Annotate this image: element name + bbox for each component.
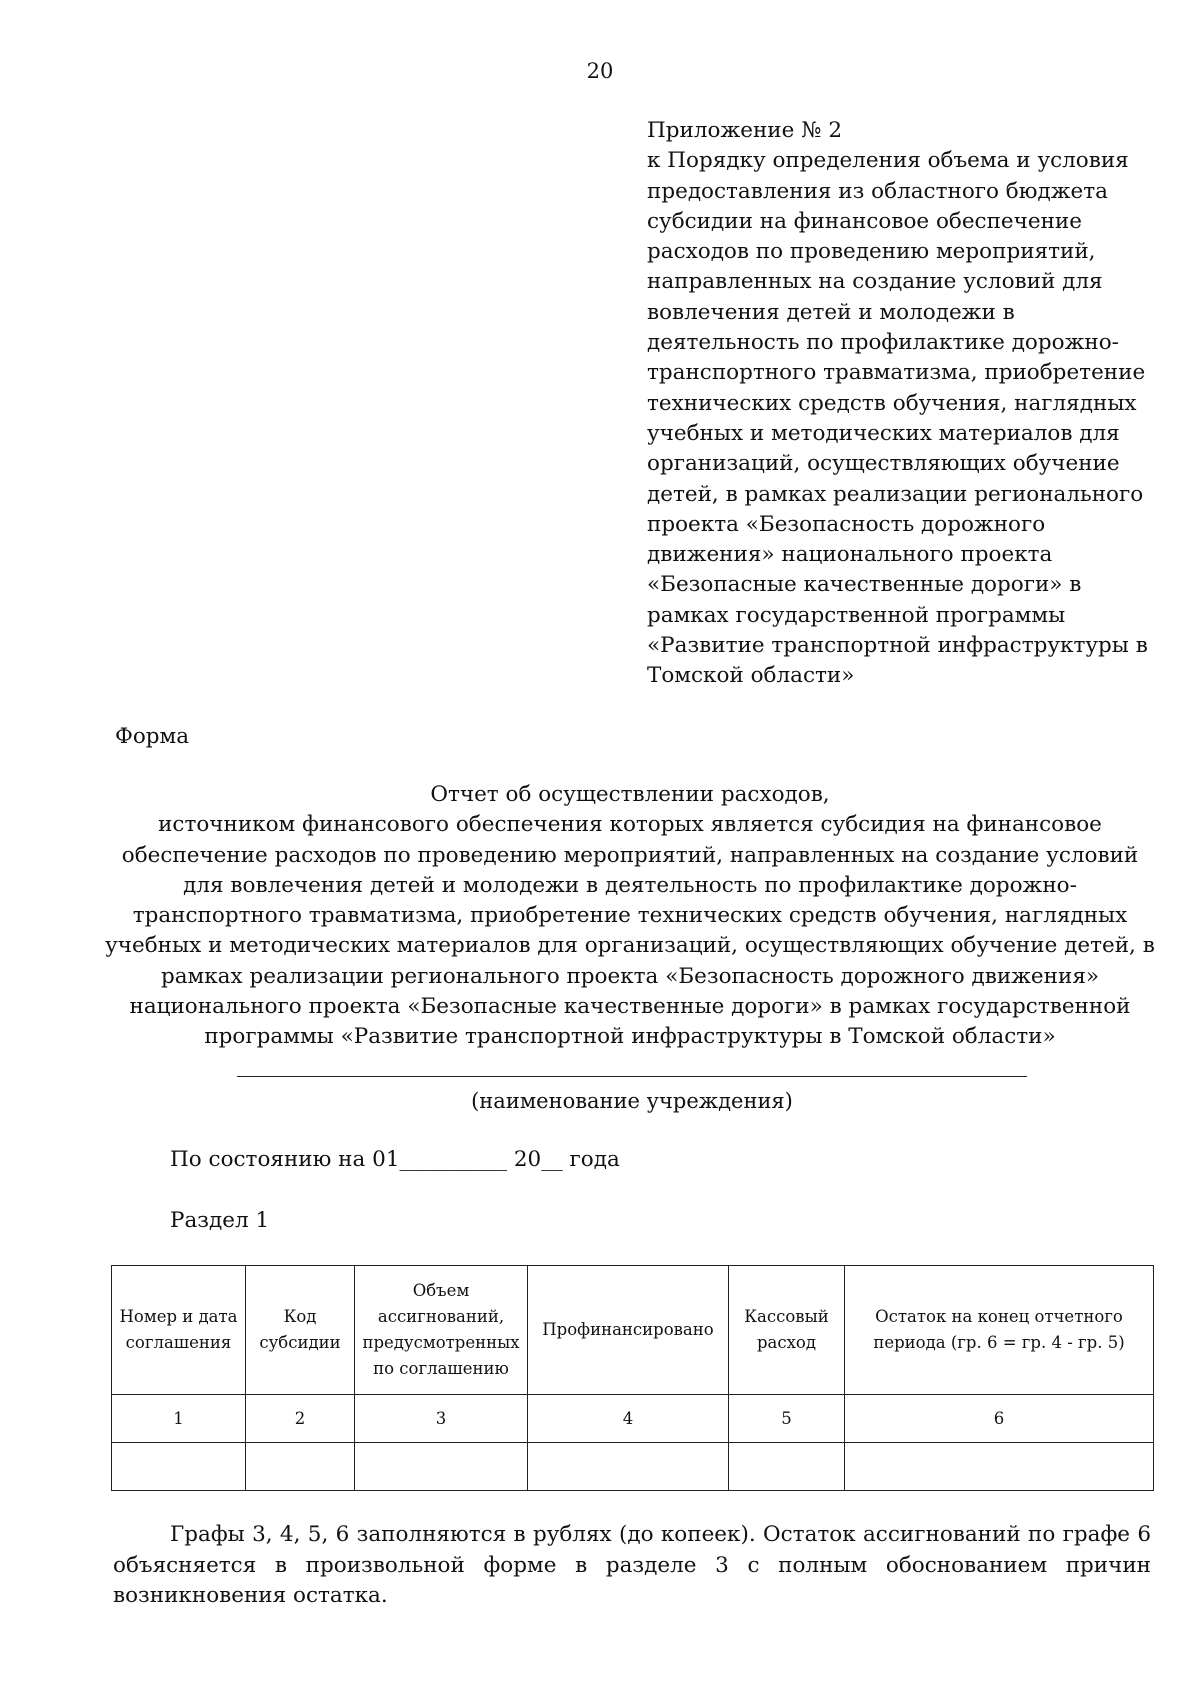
- page-number: 20: [586, 59, 614, 83]
- section-title: Раздел 1: [170, 1208, 270, 1233]
- annex-line: организаций, осуществляющих обучение: [647, 451, 1120, 477]
- header-agreement-number-date: [112, 1266, 246, 1395]
- column-number: 6: [845, 1395, 1154, 1443]
- annex-line: вовлечения детей и молодежи в: [647, 299, 1015, 325]
- header-line: ассигнований,: [377, 1307, 505, 1326]
- annex-line: учебных и методических материалов для: [647, 420, 1120, 446]
- annex-line: субсидии на финансовое обеспечение: [647, 208, 1082, 234]
- annex-line: технических средств обучения, наглядных: [647, 390, 1137, 416]
- annex-line: к Порядку определения объема и условия: [647, 148, 1129, 174]
- report-title-line: национального проекта «Безопасные качественные дороги» в рамках государственной: [129, 994, 1131, 1020]
- header-financed: [528, 1266, 729, 1395]
- table-cell[interactable]: [112, 1443, 246, 1491]
- report-title-line: учебных и методических материалов для организаций, осуществляющих обучение детей, в: [105, 933, 1155, 959]
- header-line: Номер и дата: [119, 1307, 238, 1326]
- header-line: субсидии: [259, 1333, 341, 1352]
- report-title: [100, 780, 1160, 1053]
- table-cell[interactable]: [355, 1443, 528, 1491]
- report-table: [111, 1265, 1154, 1491]
- note-paragraph: Графы 3, 4, 5, 6 заполняются в рублях (до копеек). Остаток ассигнований по графе 6 объясняется в произвольной форме в разделе 3 с полным обоснованием причин возникновения остатка.: [113, 1522, 1151, 1608]
- header-period-end-balance: [845, 1266, 1154, 1395]
- annex-line: предоставления из областного бюджета: [647, 178, 1108, 204]
- header-line: Объем: [412, 1281, 470, 1300]
- header-line: Код: [283, 1307, 317, 1326]
- report-title-line: рамках реализации регионального проекта «Безопасность дорожного движения»: [160, 963, 1100, 989]
- annex-line: детей, в рамках реализации регионального: [647, 481, 1144, 507]
- column-number: 4: [528, 1395, 729, 1443]
- header-line: предусмотренных: [362, 1333, 520, 1352]
- header-line: Профинансировано: [542, 1320, 714, 1339]
- organization-name-caption: (наименование учреждения): [471, 1089, 793, 1113]
- annex-line: расходов по проведению мероприятий,: [647, 239, 1096, 265]
- table-cell[interactable]: [528, 1443, 729, 1491]
- header-line: Кассовый: [744, 1307, 829, 1326]
- annex-line: движения» национального проекта: [647, 542, 1053, 568]
- header-appropriations-volume: [355, 1266, 528, 1395]
- annex-line: Приложение № 2: [647, 118, 843, 143]
- column-number: 5: [729, 1395, 845, 1443]
- annex-line: транспортного травматизма, приобретение: [647, 360, 1146, 386]
- table-cell[interactable]: [845, 1443, 1154, 1491]
- header-subsidy-code: [246, 1266, 355, 1395]
- column-number: 3: [355, 1395, 528, 1443]
- header-line: Остаток на конец отчетного: [875, 1307, 1123, 1326]
- annex-line: «Безопасные качественные дороги» в: [647, 572, 1082, 598]
- report-title-line: программы «Развитие транспортной инфраструктуры в Томской области»: [204, 1024, 1056, 1050]
- header-line: периода (гр. 6 = гр. 4 - гр. 5): [873, 1333, 1125, 1352]
- report-title-line: транспортного травматизма, приобретение технических средств обучения, наглядных: [132, 903, 1128, 929]
- annex-line: «Развитие транспортной инфраструктуры в: [647, 633, 1148, 659]
- annex-line: деятельность по профилактике дорожно-: [647, 330, 1119, 356]
- report-title-line: источником финансового обеспечения которых является субсидия на финансовое: [158, 812, 1102, 838]
- header-line: расход: [756, 1333, 817, 1352]
- column-number-row: [112, 1395, 1154, 1443]
- organization-name-field-line[interactable]: [237, 1076, 1027, 1077]
- header-cash-expense: [729, 1266, 845, 1395]
- table-cell[interactable]: [246, 1443, 355, 1491]
- annex-line: Томской области»: [647, 663, 855, 689]
- table-row: [112, 1443, 1154, 1491]
- report-date-line: По состоянию на 01__________ 20__ года: [170, 1147, 620, 1172]
- report-title-line: для вовлечения детей и молодежи в деятельность по профилактике дорожно-: [183, 872, 1077, 898]
- annex-line: направленных на создание условий для: [647, 269, 1103, 295]
- annex-line: проекта «Безопасность дорожного: [647, 511, 1046, 537]
- column-number: 2: [246, 1395, 355, 1443]
- table-cell[interactable]: [729, 1443, 845, 1491]
- table-header-row: [112, 1266, 1154, 1395]
- form-label: Форма: [115, 724, 190, 749]
- header-line: по соглашению: [373, 1359, 509, 1378]
- report-title-line: Отчет об осуществлении расходов,: [430, 782, 830, 807]
- header-line: соглашения: [125, 1333, 232, 1352]
- report-title-line: обеспечение расходов по проведению мероприятий, направленных на создание условий: [121, 842, 1139, 868]
- annex-block: [647, 116, 1167, 692]
- annex-line: рамках государственной программы: [647, 602, 1066, 628]
- column-number: 1: [112, 1395, 246, 1443]
